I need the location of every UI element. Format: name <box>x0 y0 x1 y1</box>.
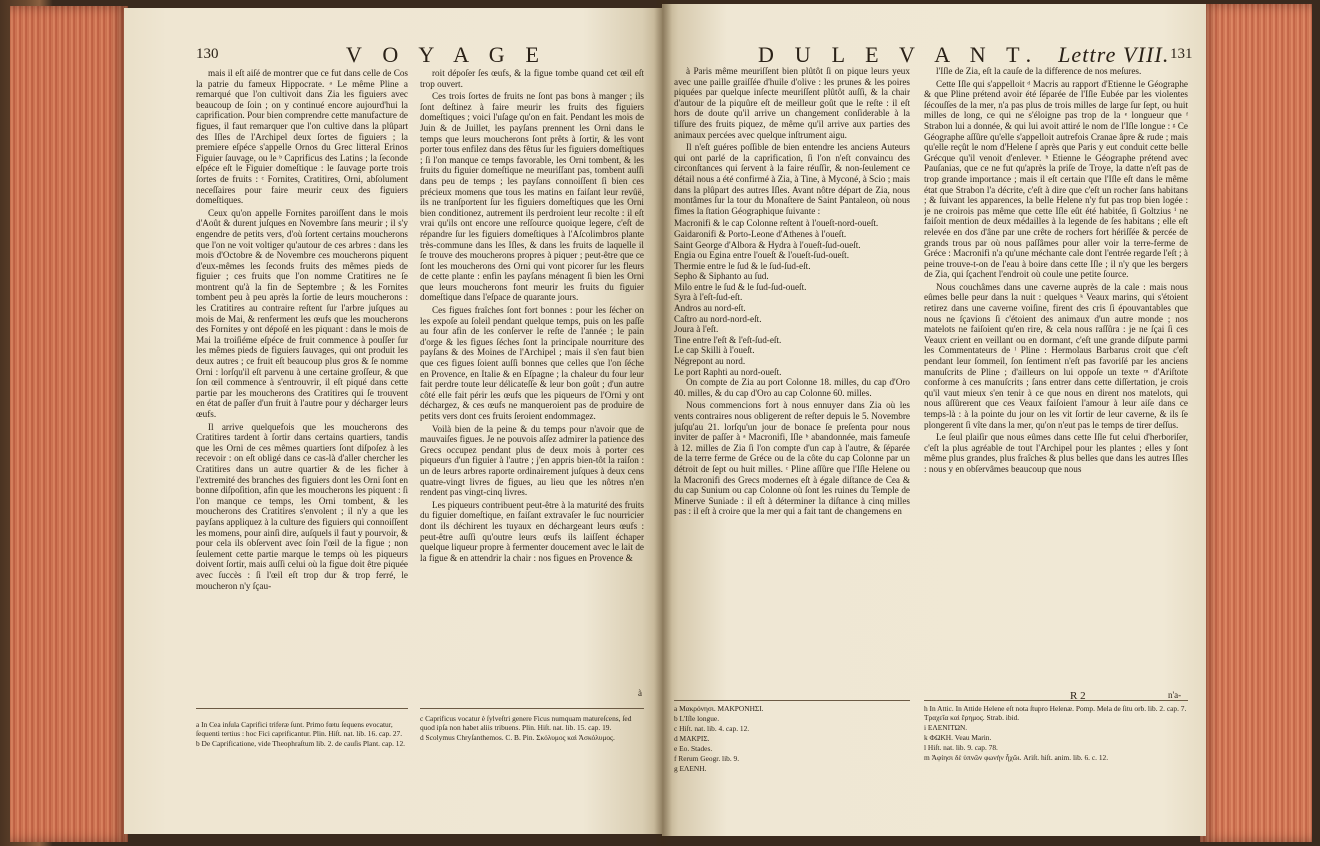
running-header-main: D U L E V A N T. <box>758 42 1039 67</box>
paragraph: Ces trois ſortes de fruits ne ſont pas bons à manger ; ils ſont deſtinez à faire meurir les fruits des figuiers domeſtiques ; voici l'uſage qu'on en fait. Pendant les mois de Juin & de Juillet, les payſans prennent les Orni dans le temps que leurs moucherons ſont prêts à ſortir, & les vont porter tous enfilez dans des fêtus ſur les figuiers domeſtiques ; ſi l'on manque ce temps favorable, les Orni tombent, & les fruits du figuier domeſtique ne meuriſſant pas, tombent auſſi dans peu de temps ; les payſans connoiſſent ſi bien ces précieux momens que tous les matins en faiſant leur revûë, ils ne tranſportent ſur les figuiers domeſtiques que les Orni bien conditionez, autrement ils perdroient leur recolte : il eſt vrai qu'ils ont encore une reſſource quoique legere, c'eſt de répandre ſur les figuiers domeſtiques à l'Aſcolimbros plante très-commune dans les Iſles, & dans les fruits de laquelle il ſe trouve des moucherons propres à piquer ; peut-être que ce ſont les moucherons des Orni qui vont picorer ſur les fleurs de cette plante : enfin les payſans ménagent ſi bien les Orni que leurs moucherons font meurir les fruits du figuier domeſtique dans l'eſpace de quarante jours. <box>420 91 644 303</box>
footnote: g ΕΛΕΝΗ. <box>674 764 707 773</box>
right-page-edges <box>1200 4 1312 842</box>
footnote: m Ἀφίησι δὲ ὑπνῶν φωνὴν ἦχῶι. Ariſt. hiſt. anim. lib. 6. c. 12. <box>924 753 1109 762</box>
paragraph: Les piqueurs contribuent peut-être à la maturité des fruits du figuier domeſtique, en faiſant extravaſer le ſuc nourricier dont ils déchirent les tuyaux en déchargeant leurs œufs : peut-être auſſi qu'outre leurs œufs ils laiſſent échaper quelque liqueur propre à fermenter doucement avec le lait de la figue & en attendrir la chair : nos figues en Provence & <box>420 499 644 563</box>
footnote: f Rerum Geogr. lib. 9. <box>674 754 740 763</box>
station-item: Sepho & Siphanto au ſud. <box>674 271 769 282</box>
running-header: V O Y A G E <box>346 42 547 67</box>
station-item: Le cap Skilli à l'oueſt. <box>674 345 755 356</box>
footnotes-column-1 <box>674 704 910 790</box>
left-page-edges <box>10 6 128 842</box>
text-column-2 <box>420 68 644 686</box>
paragraph: Voilà bien de la peine & du temps pour n'avoir que de mauvaiſes figues. Je ne pouvois aſſez admirer la patience des Grecs occupez pendant plus de deux mois à porter ces piqueurs d'un figuier à l'autre ; j'en appris bien-tôt la raiſon : un de leurs arbres raporte ordinairement juſques à deux cens quatre-vingt livres de figues, au lieu que les nôtres n'en rendent pas vingt-cinq livres. <box>420 423 644 498</box>
running-header <box>758 42 1169 68</box>
paragraph: à Paris même meuriſſent bien plûtôt ſi on pique leurs yeux avec une paille graiſſée d'huile d'olive : les prunes & les poires piquées par quelque inſecte meuriſſent plûtôt auſſi, & la chair d'autour de la piquûre eſt de meilleur goût que le reſte : il eſt hors de doute qu'il arrive un changement conſiderable à la tiſſure des fruits piquez, de même qu'il arrive aux parties des animaux percées avec quelque inſtrument aigu. <box>674 66 910 140</box>
station-item: Tine entre l'eſt & l'eſt-ſud-eſt. <box>674 334 782 345</box>
text-column-1 <box>196 68 408 686</box>
paragraph: l'Iſle de Zia, eſt la cauſe de la difference de nos meſures. <box>936 66 1142 76</box>
footnote: h In Attic. In Attide Helene eſt nota ſtupro Helenæ. Pomp. Mela de ſitu orb. lib. 2. cap. 7. Τραχεῖα καὶ ἔρημος. Strab. ibid. <box>924 704 1187 722</box>
right-page <box>662 4 1206 836</box>
catchword: n'a- <box>1168 690 1182 700</box>
footnote-rule <box>674 700 910 701</box>
footnote: d ΜΑΚΡΙΣ. <box>674 734 710 743</box>
footnote: b L'Iſle longue. <box>674 714 720 723</box>
text-column-1 <box>674 66 910 696</box>
paragraph: Cette Iſle qui s'appelloit ᵈ Macris au rapport d'Etienne le Géographe & que Pline prétend avoir été ſéparée de l'Iſle Eubée par les violentes ſécouſſes de la mer, n'a pas plus de trois milles de large ſur ſept, ou huit milles de long, ce qui ne s'éloigne pas trop de la ᵉ longueur que ᶠ Strabon lui a donnée, & qui lui avoit attiré le nom de l'Iſle longue : ᵍ Ce Géographe aſſûre qu'elle s'appelloit autrefois Cranae âpre & rude ; mais qu'elle reçût le nom d'Helene ſ après que Paris y eut conduit cette belle Grécque qu'il venoit d'enlever. ʰ Etienne le Géographe prétend avec Pauſanias, que ce ne fut qu'après la priſe de Troye, la datte n'eſt pas de trop grande importance ; mais il eſt certain que l'Iſle eſt dans le même état que Strabon l'a décrite, c'eſt à dire que c'eſt un rocher ſans habitans ; & ſuivant les apparences, la belle Helene n'y fut pas trop bien logée : je ne croirois pas même que cette Iſle eût été habitée, ſi Goltzius ⁱ ne faiſoit mention de deux médailles à la legende de ſes habitans ; elle eſt relevée en dos d'âne par une crête de rochers fort hériſſée & percée de grands trous par où nous paſſâmes pour aller voir la terre-ferme de Gréce : Macronifi n'a qu'une méchante cale dont l'entrée regarde l'eſt ; à peine trouve-t-on de l'eau à boire dans cette Iſle ; il n'y que les bergers de Zia, qui ſçachent l'endroit où coule une petite ſource. <box>924 78 1188 280</box>
text-column-2 <box>924 66 1188 684</box>
station-item: Andros au nord-eſt. <box>674 303 746 314</box>
paragraph: Nous commencions fort à nous ennuyer dans Zia où les vents contraires nous obligerent de reſter depuis le 5. Novembre juſqu'au 21. lorſqu'un jour de bonace ſe preſenta pour nous inviter de paſſer à ᵃ Macronifi, Iſle ᵇ abandonnée, mais fameuſe à 12. milles de Zia ſi l'on compte d'un cap à l'autre, & ſéparée de la terre ferme de Gréce ou de la côte du cap Colonne par un détroit de ſept ou huit milles. ᶜ Pline aſſûre que l'Iſle Helene ou la Macronifi des Grecs modernes eſt à égale diſtance de Cea & du cap Sunium ou cap Colonne où ſont les ruines du Temple de Minerve Suniade : il eſt à déterminer la diſtance à cinq milles pas : il eſt à croire que la mer qui a fait tant de changemens en <box>674 400 910 517</box>
station-item: Milo entre le ſud & le ſud-ſud-oueſt. <box>674 281 807 292</box>
station-item: Gaidaronifi & Porto-Leone d'Athenes à l'oueſt. <box>674 228 847 239</box>
footnotes-column-1 <box>196 720 408 780</box>
left-page <box>124 8 664 834</box>
station-item: Saint George d'Albora & Hydra à l'oueſt-ſud-oueſt. <box>674 239 861 250</box>
footnote: e Eo. Stades. <box>674 744 713 753</box>
paragraph: Ces figues fraîches ſont fort bonnes : pour les ſécher on les expoſe au ſoleil pendant quelque temps, puis on les paſſe au four afin de les conſerver le reſte de l'année ; le pain d'orge & les figues ſéches ſont la principale nourriture des payſans & des Moines de l'Archipel ; mais il s'en faut bien que ces figues ſoient auſſi bonnes que celles que l'on ſéche en Provence, en Italie & en Eſpagne ; la chaleur du four leur fait perdre toute leur délicateſſe & leur bon goût ; d'un autre côté elle fait périr les œufs que les piqueurs de l'Orni y ont déchargez, & ces œufs ne manqueroient pas de produire de petits vers dont ces fruits ſeroient endommagez. <box>420 305 644 421</box>
footnote: a In Cea inſula Caprifici triferæ ſunt. Primo fœtu ſequens evocatur, ſequenti tertius : hoc Fici caprificantur. Plin. Hiſt. nat. lib. 16. cap. 27. <box>196 720 403 738</box>
station-item: Joura à l'eſt. <box>674 324 719 335</box>
paragraph: On compte de Zia au port Colonne 18. milles, du cap d'Oro 40. milles, & du cap d'Oro au cap Colonne 60. milles. <box>674 377 910 398</box>
footnote: b De Caprificatione, vide Theophraſtum lib. 2. de cauſis Plant. cap. 12. <box>196 739 406 748</box>
paragraph: Le ſeul plaiſir que nous eûmes dans cette Iſle fut celui d'herboriſer, c'eſt la plus agréable de tout l'Archipel pour les plantes ; elles y ſont même plus grandes, plus fraîches & plus belles que dans les autres Iſles : nous y en obſervâmes beaucoup que nous <box>924 432 1188 474</box>
running-header-letter: Lettre VIII. <box>1058 42 1170 67</box>
paragraph: Il arrive quelquefois que les moucherons des Cratitires tardent à ſortir dans certains quartiers, tandis que les Orni de ces mêmes quartiers ſont diſpoſez à les recevoir : on eſt obligé dans ce cas-là d'aller chercher les Cratitires dans un autre quartier & de les ficher à l'extremité des branches des figuiers dont les Orni ſont en bonne diſpoſition, afin que les moucherons les piquent : ſi l'on manque ce temps, les Orni tombent, & les moucherons des Cratitires s'envolent ; il n'y a que les payſans appliquez à la culture des figuiers qui connoiſſent les momens, pour ainſi dire, auſquels il faut y pourvoir, & pour cela ils obſervent avec ſoin l'œil de la figue ; non ſeulement cette partie marque le temps où les piqueurs doivent ſortir, mais auſſi celui où la figue doit être piquée avec ſuccès : ſi l'œil eſt trop dur & trop ferré, le moucheron n'y ſçau- <box>196 421 408 591</box>
book-gutter <box>654 0 672 846</box>
footnote: c Hiſt. nat. lib. 4. cap. 12. <box>674 724 750 733</box>
footnote: d Scolymus Chryſanthemos. C. B. Pin. Σκόλυμος καὶ Ἀσκόλυμος. <box>420 733 615 742</box>
paragraph: roit dépoſer ſes œufs, & la figue tombe quand cet œil eſt trop ouvert. <box>420 68 644 89</box>
paragraph: Nous couchâmes dans une caverne auprès de la cale : mais nous eûmes belle peur dans la nuit : quelques ᵏ Veaux marins, qui s'étoient retirez dans une caverne voiſine, firent des cris ſi épouvantables que nous ne ſçavions ſi c'étoient des animaux d'un autre monde ; nos matelots ne faiſoient qu'en rire, & cela nous raſſûra : je ne ſçai ſi ces Veaux crient en veillant ou en dormant, c'eſt une grande diſpute parmi les Commentateurs de ˡ Pline : Hermolaus Barbarus croit que c'eſt pendant leur ſommeil, ſon ſentiment n'eſt pas favoriſé par les anciens manuſcrits de Pline ; d'ailleurs on lui oppoſe un texte ᵐ d'Ariſtote conforme à ces manuſcrits ; ſans entrer dans cette diſſertation, je crois qu'il vaut mieux s'en tenir à ce que nous en dirent nos matelots, qui nous aſſûrerent que ces Veaux faiſoient l'amour à leur aiſe dans ce temps-là : à la pointe du jour on les vit ſortir de leur caverne, & ils ſe plongerent ſi vîte dans la mer, qu'on n'eut pas le temps de tirer deſſus. <box>924 281 1188 430</box>
paragraph: mais il eſt aiſé de montrer que ce fut dans celle de Cos la patrie du fameux Hippocrate. ᵃ Le même Pline a remarqué que l'on cultivoit dans Zia les figuiers avec beaucoup de ſoin ; on y continué encore aujourd'hui la caprification. Pour bien comprendre cette manufacture de figues, il faut remarquer que l'on cultive dans la plûpart des Iſles de l'Archipel deux ſortes de figuiers ; la premiere eſpéce s'appelle Ornos du Grec litteral Erinos Figuier ſauvage, ou le ᵇ Caprificus des Latins ; la ſeconde eſpéce eſt le Figuier domeſtique : le ſauvage porte trois ſortes de fruits : ᶜ Fornites, Cratitires, Orni, abſolument neceſſaires pour faire meurir ceux des figuiers domeſtiques. <box>196 68 408 206</box>
signature-mark: R 2 <box>1070 690 1086 702</box>
footnote-rule <box>420 708 644 709</box>
footnote: a Μακρόνησι. ΜΑΚΡΟΝΗΣΙ. <box>674 704 764 713</box>
footnotes-column-2 <box>924 704 1188 790</box>
station-item: Engia ou Egina entre l'oueſt & l'oueſt-ſud-oueſt. <box>674 250 850 261</box>
station-list <box>674 218 910 377</box>
footnote-rule <box>924 700 1188 701</box>
footnote: c Caprificus vocatur è ſylveſtri genere Ficus numquam matureſcens, ſed quod ipſa non habet aliis tribuens. Plin. Hiſt. nat. lib. 15. cap. 19. <box>420 714 632 732</box>
footnote: l Hiſt. nat. lib. 9. cap. 78. <box>924 743 998 752</box>
station-item: Négrepont au nord. <box>674 356 746 367</box>
paragraph: Il n'eſt guéres poſſible de bien entendre les anciens Auteurs qui ont parlé de la caprification, ſi l'on n'eſt convaincu des circonſtances qui ſervent à la faire réuſſir, & non-ſeulement ce détail nous a été confirmé à Zia, à Tine, à Myconé, à Scio ; mais dans la plûpart des autres Iſles. Avant nôtre départ de Zia, nous montâmes ſur la tour du Monaſtere de Saint Pantaleon, où nous fîmes la ſtation Géographique ſuivante : <box>674 142 910 216</box>
station-item: Macronifi & le cap Colonne reſtent à l'oueſt-nord-oueſt. <box>674 218 879 229</box>
paragraph: Ceux qu'on appelle Fornites paroiſſent dans le mois d'Août & durent juſques en Novembre ſans meurir ; il s'y engendre de petits vers, d'où ſortent certains moucherons que l'on ne voit voltiger qu'autour de ces arbres : dans les mois d'Octobre & de Novembre ces moucherons piquent d'eux-mêmes les ſeconds fruits des mêmes pieds de figuier ; ces fruits que l'on nomme Cratitires ne ſe montrent qu'à la fin de Septembre ; & les Fornites tombent peu à peu après la ſortie de leurs moucherons : les Cratitires au contraire reſtent ſur l'arbre juſques au mois de Mai, & renferment les œufs que les moucherons des Fornites y ont dépoſé en les piquant : dans le mois de Mai la troiſiéme eſpéce de fruit commence à pouſſer ſur les mêmes pieds de figuiers ſauvages, qui ont produit les deux autres ; ce fruit eſt beaucoup plus gros & ſe nomme Orni : lorſqu'il eſt parvenu à une certaine groſſeur, & que ſon œil commence à s'entrouvrir, il eſt piqué dans cette partie par les moucherons des Cratitires qui ſe trouvent en état de paſſer d'un fruit à l'autre pour y décharger leurs œufs. <box>196 207 408 419</box>
footnote-rule <box>196 708 408 709</box>
station-item: Syra à l'eſt-ſud-eſt. <box>674 292 743 303</box>
footnotes-column-2 <box>420 714 644 774</box>
station-item: Le port Raphti au nord-oueſt. <box>674 366 782 377</box>
station-item: Thermie entre le ſud & le ſud-ſud-eſt. <box>674 260 811 271</box>
station-item: Caſtro au nord-nord-eſt. <box>674 313 762 324</box>
page-number: 130 <box>196 46 219 62</box>
footnote: k ΦΩΚΗ. Veau Marin. <box>924 733 992 742</box>
catchword: à <box>638 688 642 698</box>
footnote: i ΕΛΕΝΙΤΩΝ. <box>924 723 968 732</box>
page-number: 131 <box>1170 46 1193 62</box>
